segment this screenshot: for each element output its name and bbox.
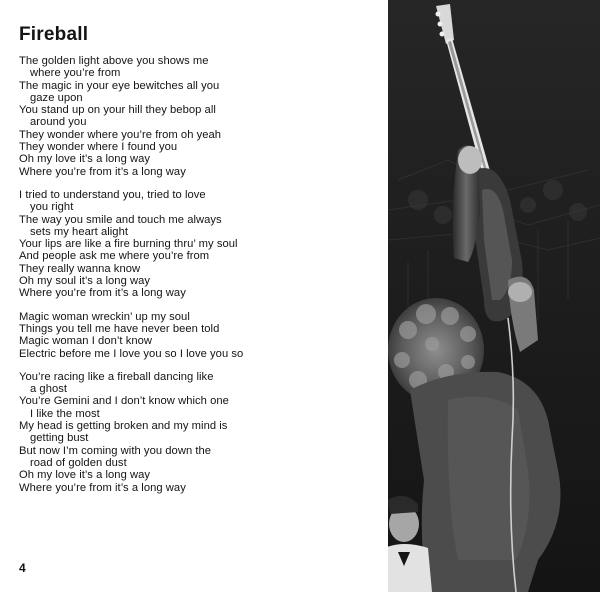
lyric-line: They really wanna know	[19, 262, 141, 275]
lyric-line: You’re racing like a fireball dancing like	[19, 370, 214, 383]
lyric-line: They wonder where you’re from oh yeah	[19, 128, 222, 141]
lyrics-stanza	[19, 311, 379, 360]
lyric-line: The magic in your eye bewitches all you	[19, 79, 220, 92]
lyric-line: And people ask me where you’re from	[19, 250, 210, 263]
lyrics-body	[19, 55, 379, 494]
lyric-line: Magic woman I don’t know	[19, 335, 153, 348]
lyrics-column	[19, 24, 379, 505]
lyric-line: The way you smile and touch me always	[19, 213, 222, 226]
lyric-line: Your lips are like a fire burning thru’ my soul	[19, 238, 238, 251]
page-number: 4	[19, 561, 26, 575]
lyric-line-continuation: sets my heart alight	[30, 225, 128, 238]
lyric-line-continuation: gaze upon	[30, 91, 83, 104]
lyric-line: You’re Gemini and I don’t know which one	[19, 395, 229, 408]
lyric-line: You stand up on your hill they bebop all	[19, 104, 216, 117]
lyric-line: Where you’re from it’s a long way	[19, 481, 186, 494]
lyric-line-continuation: road of golden dust	[30, 456, 127, 469]
lyric-line: Oh my love it’s a long way	[19, 469, 151, 482]
lyric-line: Where you’re from it’s a long way	[19, 287, 186, 300]
lyric-line: Things you tell me have never been told	[19, 322, 220, 335]
lyric-line-continuation: getting bust	[30, 432, 89, 445]
concert-photo	[388, 0, 600, 592]
lyrics-stanza	[19, 189, 379, 300]
lyric-line-continuation: around you	[30, 116, 87, 129]
lyric-line: My head is getting broken and my mind is	[19, 420, 228, 433]
lyric-line: Electric before me I love you so I love you so	[19, 347, 244, 360]
lyric-line-continuation: you right	[30, 201, 74, 214]
song-title: Fireball	[19, 24, 89, 45]
lyric-line-continuation: where you’re from	[30, 67, 121, 80]
lyric-line: I tried to understand you, tried to love	[19, 188, 206, 201]
lyrics-stanza	[19, 55, 379, 178]
guitarist-photo-illustration	[388, 0, 600, 592]
lyric-line-continuation: a ghost	[30, 383, 68, 396]
lyric-line: Magic woman wreckin’ up my soul	[19, 310, 190, 323]
lyric-line: The golden light above you shows me	[19, 55, 209, 67]
lyric-line: But now I’m coming with you down the	[19, 444, 212, 457]
lyric-line: They wonder where I found you	[19, 141, 178, 154]
lyric-line: Oh my soul it’s a long way	[19, 275, 151, 288]
lyric-line: Where you’re from it’s a long way	[19, 165, 186, 178]
lyrics-stanza	[19, 371, 379, 494]
lyric-line-continuation: I like the most	[30, 407, 100, 420]
lyric-line: Oh my love it’s a long way	[19, 153, 151, 166]
